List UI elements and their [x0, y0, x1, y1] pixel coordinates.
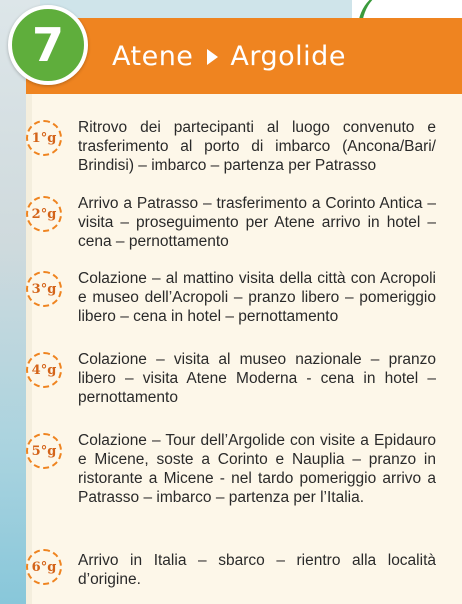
day-description: Arrivo in Italia – sbarco – rientro alla località d’origine. — [78, 552, 436, 588]
day-description: Colazione – Tour dell’Argolide con visite a Epidauro e Micene, soste a Corinto e Nauplia – pranzo in ristorante a Micene - nel tardo pomeriggio arrivo a Patrasso – imbarco – partenza per l’Italia. — [78, 432, 436, 506]
day-description: Colazione – al mattino visita della città con Acropoli e museo dell’Acropoli – pranzo libero – pomeriggio libero – cena in hotel – pernottamento — [78, 270, 436, 325]
section-number: 7 — [31, 18, 64, 72]
day-description: Ritrovo dei partecipanti al luogo convenuto e trasferimento al porto di imbarco (Ancona/Bari/ Brindisi) – imbarco – partenza per Patrasso — [78, 119, 436, 174]
day-badge: 2°g — [26, 196, 62, 232]
section-number-badge — [8, 5, 88, 85]
day-badge: 1°g — [26, 120, 62, 156]
itinerary-title — [112, 41, 346, 72]
title-from: Atene — [112, 41, 194, 72]
day-description: Arrivo a Patrasso – trasferimento a Corinto Antica – visita – proseguimento per Atene arrivo in hotel – cena – pernottamento — [78, 195, 436, 250]
day-badge: 3°g — [26, 271, 62, 307]
day-description: Colazione – visita al museo nazionale – pranzo libero – visita Atene Moderna - cena in hotel – pernottamento — [78, 351, 436, 406]
chevron-right-icon — [207, 49, 218, 65]
day-badge: 4°g — [26, 352, 62, 388]
day-badge: 6°g — [26, 549, 62, 585]
day-badge: 5°g — [26, 433, 62, 469]
title-to: Argolide — [230, 41, 346, 72]
